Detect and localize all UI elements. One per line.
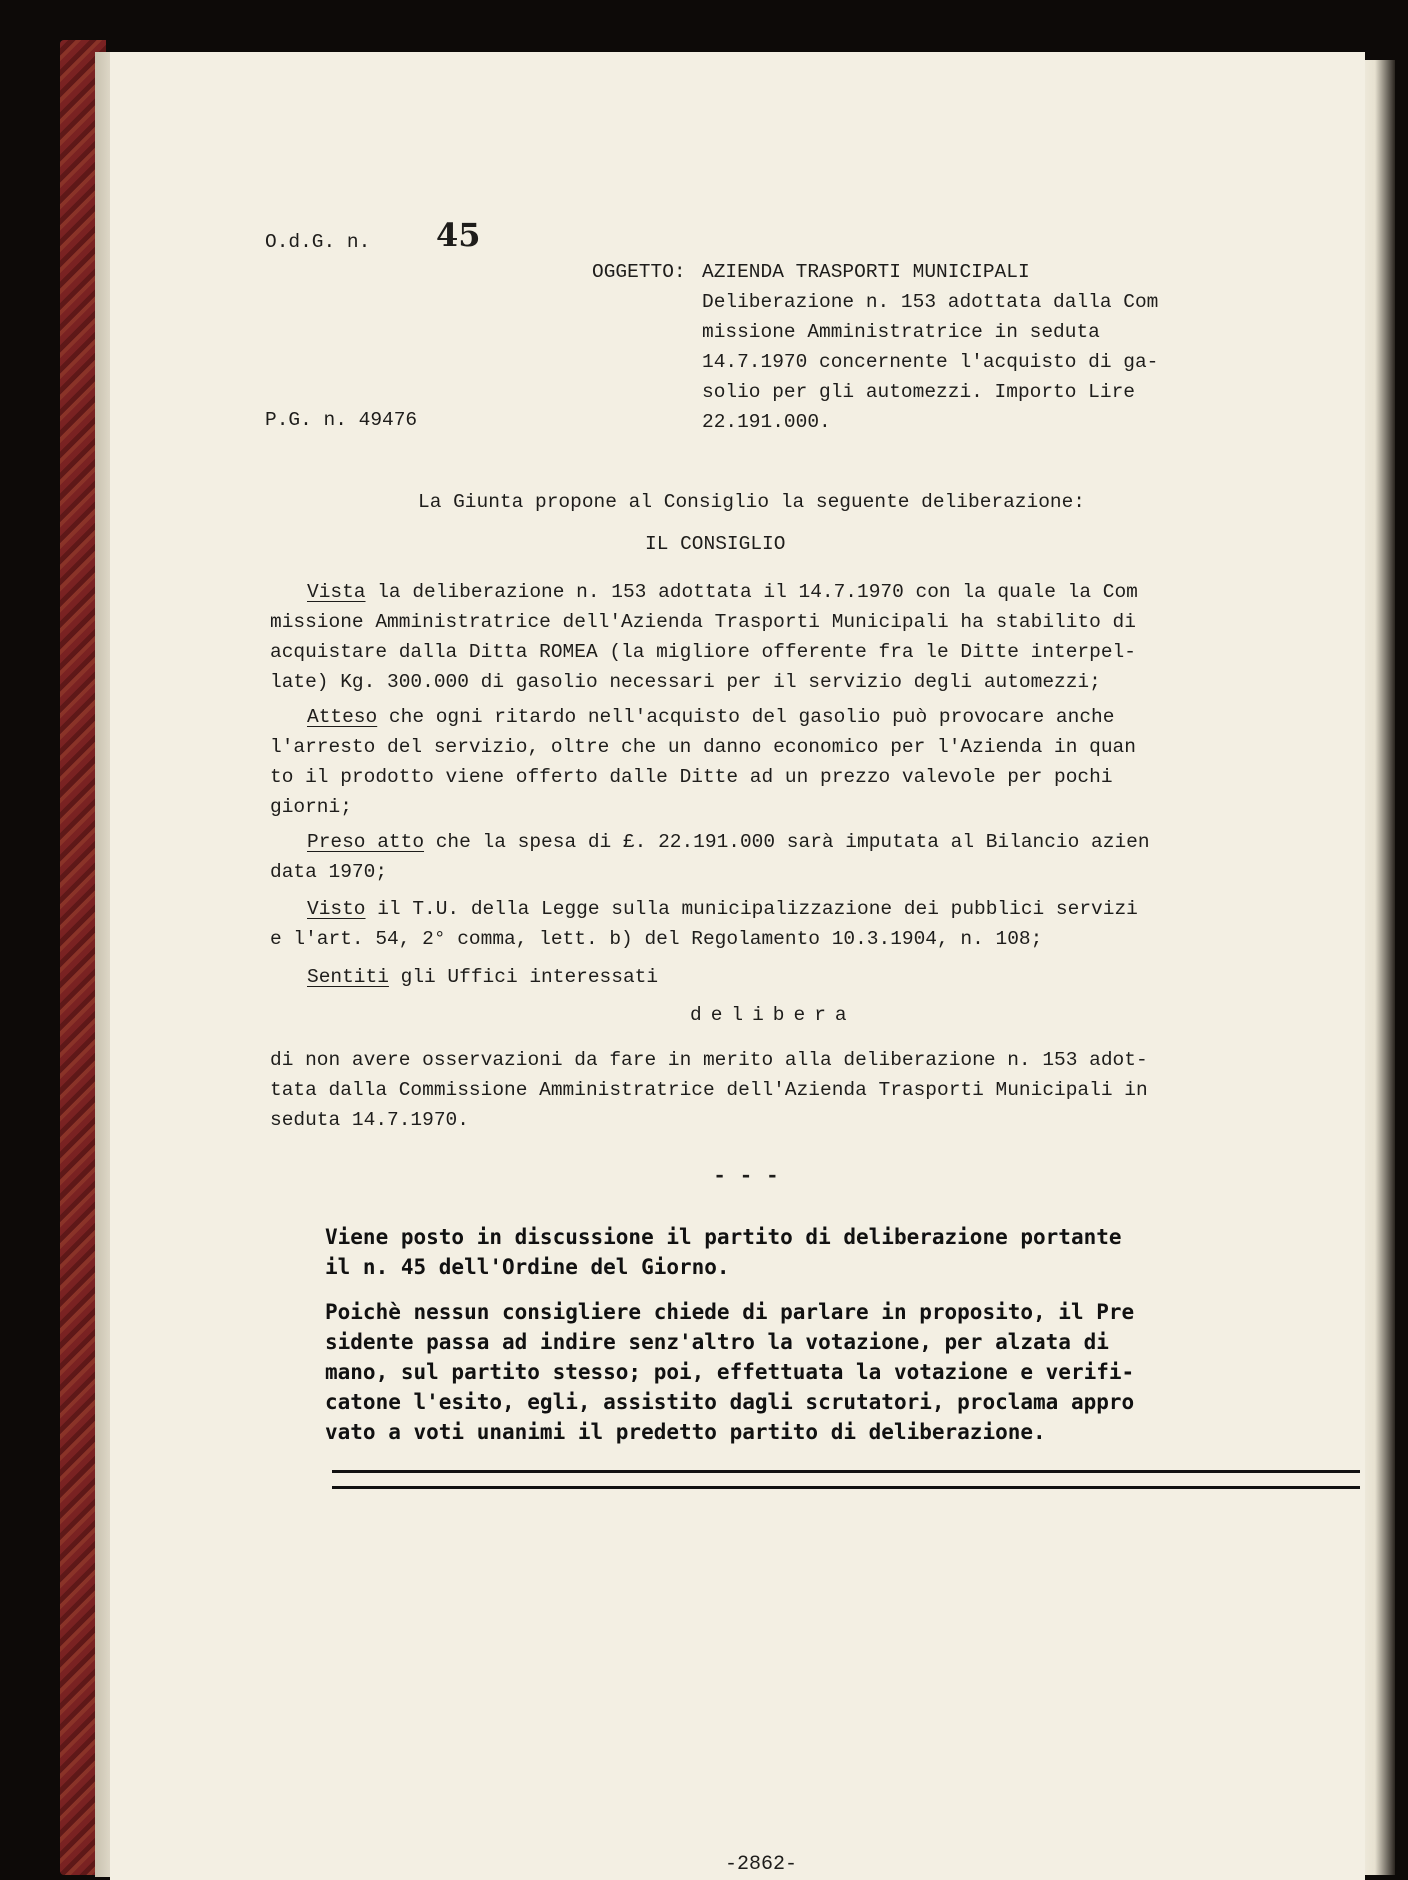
oggetto-line-1: AZIENDA TRASPORTI MUNICIPALI: [702, 261, 1030, 283]
page-number: -2862-: [725, 1853, 798, 1876]
oggetto-line-4: 14.7.1970 concernente l'acquisto di ga-: [702, 351, 1159, 373]
closing-rule-1: [332, 1470, 1360, 1473]
odg-label: O.d.G. n.: [265, 231, 371, 253]
vista-first-line: la deliberazione n. 153 adottata il 14.7.1970 con la quale la Com: [365, 581, 1138, 603]
intro-text: La Giunta propone al Consiglio la seguente deliberazione:: [418, 491, 1086, 513]
vote-line-3: Poichè nessun consigliere chiede di parlare in proposito, il Pre: [325, 1300, 1135, 1324]
resolution-line-2: tata dalla Commissione Amministratrice dell'Azienda Trasporti Municipali in: [270, 1079, 1148, 1101]
oggetto-label: OGGETTO:: [592, 261, 686, 283]
oggetto-line-2: Deliberazione n. 153 adottata dalla Com: [702, 291, 1159, 313]
vista-paragraph: [307, 577, 1138, 607]
atteso-paragraph: [307, 702, 1114, 732]
visto-paragraph: [307, 894, 1138, 924]
resolution-line-1: di non avere osservazioni da fare in merito alla deliberazione n. 153 adot-: [270, 1049, 1148, 1071]
oggetto-line-5: solio per gli automezzi. Importo Lire: [702, 381, 1135, 403]
vote-line-1: Viene posto in discussione il partito di deliberazione portante: [325, 1225, 1122, 1249]
delibera-heading: delibera: [690, 1004, 856, 1026]
preso-line-2: data 1970;: [270, 861, 388, 883]
vote-line-6: catone l'esito, egli, assistito dagli scrutatori, proclama appro: [325, 1390, 1135, 1414]
preso-first-line: che la spesa di £. 22.191.000 sarà imputata al Bilancio azien: [424, 831, 1150, 853]
atteso-line-2: l'arresto del servizio, oltre che un danno economico per l'Azienda in quan: [270, 736, 1136, 758]
resolution-line-3: seduta 14.7.1970.: [270, 1109, 469, 1131]
odg-number: 45: [436, 216, 481, 254]
sentiti-rest: gli Uffici interessati: [388, 966, 659, 988]
vista-line-3: acquistare dalla Ditta ROMEA (la migliore offerente fra le Ditte interpel-: [270, 641, 1136, 663]
visto-line-2: e l'art. 54, 2° comma, lett. b) del Regolamento 10.3.1904, n. 108;: [270, 928, 1043, 950]
atteso-first-line: che ogni ritardo nell'acquisto del gasolio può provocare anche: [377, 706, 1115, 728]
preso-keyword: Preso atto: [307, 831, 425, 853]
atteso-keyword: Atteso: [307, 706, 378, 728]
vote-line-2: il n. 45 dell'Ordine del Giorno.: [325, 1255, 730, 1279]
sentiti-paragraph: [307, 962, 658, 992]
pg-number: P.G. n. 49476: [265, 409, 418, 431]
visto-first-line: il T.U. della Legge sulla municipalizzazione dei pubblici servizi: [365, 898, 1138, 920]
vote-line-4: sidente passa ad indire senz'altro la votazione, per alzata di: [325, 1330, 1109, 1354]
vista-line-4: late) Kg. 300.000 di gasolio necessari per il servizio degli automezzi;: [270, 671, 1101, 693]
separator-dashes: - - -: [713, 1164, 780, 1189]
oggetto-line-6: 22.191.000.: [702, 411, 831, 433]
vista-line-2: missione Amministratrice dell'Azienda Trasporti Municipali ha stabilito di: [270, 611, 1136, 633]
vote-line-7: vato a voti unanimi il predetto partito di deliberazione.: [325, 1420, 1046, 1444]
oggetto-line-3: missione Amministratrice in seduta: [702, 321, 1100, 343]
closing-rule-2: [332, 1486, 1360, 1489]
visto-keyword: Visto: [307, 898, 366, 920]
sentiti-keyword: Sentiti: [307, 966, 389, 988]
atteso-line-4: giorni;: [270, 796, 352, 818]
document-page: [110, 52, 1365, 1880]
vista-keyword: Vista: [307, 581, 366, 603]
il-consiglio-heading: IL CONSIGLIO: [645, 533, 786, 555]
atteso-line-3: to il prodotto viene offerto dalle Ditte ad un prezzo valevole per pochi: [270, 766, 1113, 788]
vote-line-5: mano, sul partito stesso; poi, effettuata la votazione e verifi-: [325, 1360, 1135, 1384]
preso-paragraph: [307, 827, 1150, 857]
